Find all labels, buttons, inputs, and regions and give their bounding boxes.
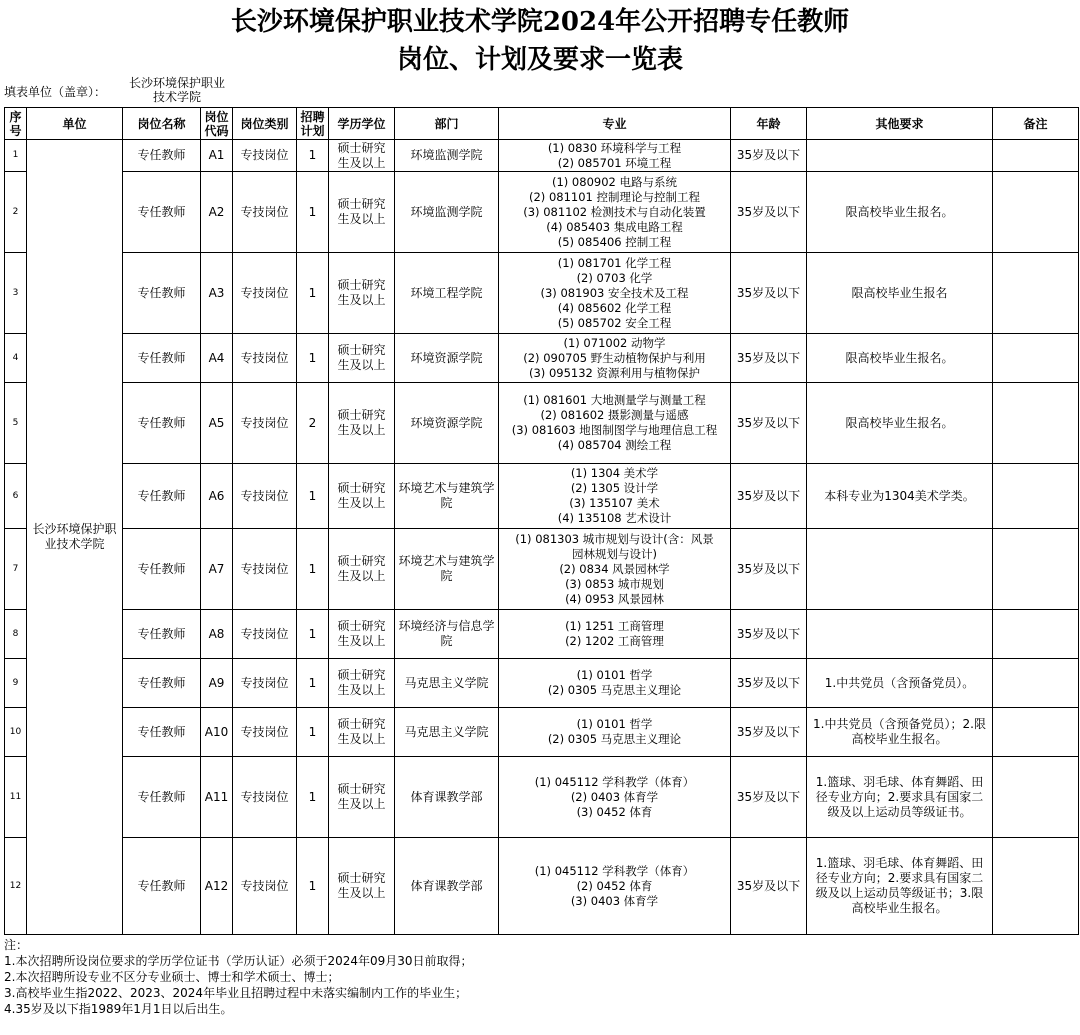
post-name: 专任教师: [123, 610, 201, 659]
post-code: A6: [201, 464, 233, 529]
major-item: (1) 081601 大地测量学与测量工程: [523, 393, 706, 407]
major-item: (2) 1202 工商管理: [565, 634, 664, 648]
major-item: (2) 0403 体育学: [570, 789, 659, 804]
post-name: 专任教师: [123, 253, 201, 334]
table-row: [5, 757, 1079, 838]
plan-count: 1: [297, 172, 329, 253]
age-limit: 35岁及以下: [731, 383, 807, 464]
age-limit: 35岁及以下: [731, 334, 807, 383]
plan-count: 1: [297, 334, 329, 383]
table-row: [5, 140, 1079, 172]
plan-count: 2: [297, 383, 329, 464]
department: 环境艺术与建筑学院: [395, 529, 499, 610]
post-name: 专任教师: [123, 529, 201, 610]
table-row: [5, 334, 1079, 383]
major-list: [499, 757, 731, 838]
major-list: [499, 708, 731, 757]
major-list: [499, 659, 731, 708]
post-type: 专技岗位: [233, 838, 297, 935]
fill-unit-value: [112, 76, 242, 104]
table-row: [5, 529, 1079, 610]
major-list: [499, 172, 731, 253]
header-unit: 单位: [27, 108, 123, 140]
header-remark: 备注: [993, 108, 1079, 140]
page-title-line1: 长沙环境保护职业技术学院2024年公开招聘专任教师: [230, 7, 850, 37]
major-item: (1) 045112 学科教学（体育）: [534, 863, 695, 878]
age-limit: 35岁及以下: [731, 838, 807, 935]
header-post-name: 岗位名称: [123, 108, 201, 140]
plan-count: 1: [297, 140, 329, 172]
major-list: [499, 383, 731, 464]
row-no: 7: [5, 529, 27, 610]
post-type: 专技岗位: [233, 659, 297, 708]
post-type: 专技岗位: [233, 464, 297, 529]
page-title-line2: 岗位、计划及要求一览表: [396, 45, 683, 75]
degree: 硕士研究生及以上: [329, 610, 395, 659]
post-code: A3: [201, 253, 233, 334]
notes: [4, 937, 473, 1017]
major-item: (2) 085701 环境工程: [557, 155, 672, 170]
row-no: 4: [5, 334, 27, 383]
post-code: A12: [201, 838, 233, 935]
row-no: 9: [5, 659, 27, 708]
post-type: 专技岗位: [233, 140, 297, 172]
plan-count: 1: [297, 529, 329, 610]
age-limit: 35岁及以下: [731, 659, 807, 708]
major-item: (2) 081602 摄影测量与遥感: [540, 408, 689, 422]
other-requirements: 本科专业为1304美术学类。: [807, 464, 993, 529]
post-type: 专技岗位: [233, 172, 297, 253]
table-row: [5, 838, 1079, 935]
plan-count: 1: [297, 253, 329, 334]
recruitment-table: [4, 107, 1079, 935]
table-row: [5, 172, 1079, 253]
major-item: (3) 0403 体育学: [570, 893, 659, 908]
plan-count: 1: [297, 659, 329, 708]
age-limit: 35岁及以下: [731, 610, 807, 659]
degree: 硕士研究生及以上: [329, 140, 395, 172]
post-type: 专技岗位: [233, 529, 297, 610]
remark: [993, 140, 1079, 172]
post-code: A5: [201, 383, 233, 464]
note-line: 3.高校毕业生指2022、2023、2024年毕业且招聘过程中未落实编制内工作的毕业生；: [4, 986, 468, 1000]
plan-count: 1: [297, 464, 329, 529]
major-item: (1) 081303 城市规划与设计(含：风景: [515, 531, 714, 546]
remark: [993, 659, 1079, 708]
row-no: 8: [5, 610, 27, 659]
major-item: (4) 085704 测绘工程: [557, 438, 672, 452]
other-requirements: 限高校毕业生报名。: [807, 172, 993, 253]
other-requirements: [807, 140, 993, 172]
degree: 硕士研究生及以上: [329, 659, 395, 708]
major-item: (3) 0452 体育: [576, 804, 653, 819]
major-item: (2) 081101 控制理论与控制工程: [529, 189, 700, 204]
other-requirements: [807, 610, 993, 659]
major-item: (4) 0953 风景园林: [565, 591, 664, 606]
major-item: (1) 0101 哲学: [576, 717, 653, 731]
major-list: [499, 529, 731, 610]
department: 环境监测学院: [395, 140, 499, 172]
header-post-code: 岗位代码: [201, 108, 233, 140]
major-item: (2) 0305 马克思主义理论: [547, 732, 682, 746]
post-code: A4: [201, 334, 233, 383]
department: 体育课教学部: [395, 757, 499, 838]
age-limit: 35岁及以下: [731, 172, 807, 253]
header-post-type: 岗位类别: [233, 108, 297, 140]
major-list: [499, 253, 731, 334]
major-item: (4) 085403 集成电路工程: [546, 219, 683, 234]
post-type: 专技岗位: [233, 253, 297, 334]
degree: 硕士研究生及以上: [329, 334, 395, 383]
header-no: 序号: [5, 108, 27, 140]
age-limit: 35岁及以下: [731, 253, 807, 334]
other-requirements: 1.中共党员（含预备党员）；2.限高校毕业生报名。: [807, 708, 993, 757]
header-other: 其他要求: [807, 108, 993, 140]
department: 环境经济与信息学院: [395, 610, 499, 659]
post-code: A2: [201, 172, 233, 253]
post-code: A1: [201, 140, 233, 172]
post-type: 专技岗位: [233, 708, 297, 757]
row-no: 6: [5, 464, 27, 529]
degree: 硕士研究生及以上: [329, 464, 395, 529]
fill-unit-label: 填表单位（盖章）：: [4, 85, 107, 99]
major-item: 园林规划与设计): [572, 546, 657, 561]
other-requirements: 1.篮球、羽毛球、体育舞蹈、田径专业方向；2.要求具有国家二级及以上运动员等级证书；3.限高校毕业生报名。: [807, 838, 993, 935]
post-name: 专任教师: [123, 383, 201, 464]
table-row: [5, 253, 1079, 334]
remark: [993, 708, 1079, 757]
degree: 硕士研究生及以上: [329, 757, 395, 838]
header-plan: 招聘计划: [297, 108, 329, 140]
department: 马克思主义学院: [395, 659, 499, 708]
other-requirements: 1.中共党员（含预备党员）。: [807, 659, 993, 708]
post-code: A8: [201, 610, 233, 659]
department: 体育课教学部: [395, 838, 499, 935]
note-line: 注：: [4, 938, 29, 952]
header-age: 年龄: [731, 108, 807, 140]
table-row: [5, 659, 1079, 708]
post-name: 专任教师: [123, 464, 201, 529]
row-no: 11: [5, 757, 27, 838]
major-item: (3) 095132 资源利用与植物保护: [529, 365, 700, 380]
department: 环境艺术与建筑学院: [395, 464, 499, 529]
row-no: 12: [5, 838, 27, 935]
major-item: (5) 085702 安全工程: [557, 315, 672, 330]
fill-unit-line2: 技术学院: [152, 90, 201, 104]
post-name: 专任教师: [123, 757, 201, 838]
major-item: (3) 081903 安全技术及工程: [540, 285, 689, 300]
degree: 硕士研究生及以上: [329, 529, 395, 610]
header-row: [5, 108, 1079, 140]
note-line: 2.本次招聘所设专业不区分专业硕士、博士和学术硕士、博士；: [4, 970, 340, 984]
major-item: (2) 0703 化学: [576, 270, 653, 285]
degree: 硕士研究生及以上: [329, 838, 395, 935]
remark: [993, 253, 1079, 334]
remark: [993, 529, 1079, 610]
note-line: 4.35岁及以下指1989年1月1日以后出生。: [4, 1002, 233, 1016]
major-list: [499, 464, 731, 529]
degree: 硕士研究生及以上: [329, 383, 395, 464]
post-name: 专任教师: [123, 708, 201, 757]
table-row: [5, 610, 1079, 659]
major-item: (1) 1304 美术学: [570, 466, 659, 480]
major-item: (4) 085602 化学工程: [557, 300, 672, 315]
post-type: 专技岗位: [233, 757, 297, 838]
degree: 硕士研究生及以上: [329, 253, 395, 334]
major-item: (1) 080902 电路与系统: [551, 174, 677, 189]
remark: [993, 464, 1079, 529]
major-item: (1) 045112 学科教学（体育）: [534, 774, 695, 789]
remark: [993, 172, 1079, 253]
post-code: A9: [201, 659, 233, 708]
age-limit: 35岁及以下: [731, 464, 807, 529]
header-dept: 部门: [395, 108, 499, 140]
age-limit: 35岁及以下: [731, 140, 807, 172]
other-requirements: 限高校毕业生报名。: [807, 383, 993, 464]
table-row: [5, 464, 1079, 529]
major-item: (2) 090705 野生动植物保护与利用: [523, 350, 706, 365]
remark: [993, 383, 1079, 464]
major-item: (3) 081603 地图制图学与地理信息工程: [511, 423, 718, 437]
major-item: (2) 0834 风景园林学: [559, 561, 670, 576]
department: 环境资源学院: [395, 383, 499, 464]
age-limit: 35岁及以下: [731, 529, 807, 610]
major-item: (5) 085406 控制工程: [557, 234, 672, 249]
major-item: (2) 0305 马克思主义理论: [547, 683, 682, 697]
degree: 硕士研究生及以上: [329, 708, 395, 757]
major-item: (3) 135107 美术: [569, 496, 660, 510]
plan-count: 1: [297, 757, 329, 838]
post-type: 专技岗位: [233, 334, 297, 383]
plan-count: 1: [297, 708, 329, 757]
header-degree: 学历学位: [329, 108, 395, 140]
row-no: 5: [5, 383, 27, 464]
post-name: 专任教师: [123, 838, 201, 935]
major-item: (1) 071002 动物学: [563, 335, 666, 350]
remark: [993, 838, 1079, 935]
plan-count: 1: [297, 610, 329, 659]
department: 马克思主义学院: [395, 708, 499, 757]
age-limit: 35岁及以下: [731, 708, 807, 757]
other-requirements: 限高校毕业生报名。: [807, 334, 993, 383]
major-item: (2) 1305 设计学: [570, 481, 659, 495]
other-requirements: [807, 529, 993, 610]
note-line: 1.本次招聘所设岗位要求的学历学位证书（学历认证）必须于2024年09月30日前取得；: [4, 954, 473, 968]
other-requirements: 限高校毕业生报名: [807, 253, 993, 334]
major-item: (3) 0853 城市规划: [565, 576, 664, 591]
row-no: 1: [5, 140, 27, 172]
major-list: [499, 140, 731, 172]
row-no: 3: [5, 253, 27, 334]
remark: [993, 757, 1079, 838]
major-item: (2) 0452 体育: [576, 878, 653, 893]
post-name: 专任教师: [123, 334, 201, 383]
post-type: 专技岗位: [233, 610, 297, 659]
department: 环境资源学院: [395, 334, 499, 383]
row-no: 2: [5, 172, 27, 253]
post-code: A11: [201, 757, 233, 838]
major-item: (1) 0830 环境科学与工程: [547, 140, 682, 155]
table-row: [5, 708, 1079, 757]
remark: [993, 334, 1079, 383]
major-list: [499, 610, 731, 659]
department: 环境工程学院: [395, 253, 499, 334]
major-list: [499, 838, 731, 935]
unit-cell: 长沙环境保护职业技术学院: [27, 140, 123, 935]
age-limit: 35岁及以下: [731, 757, 807, 838]
post-type: 专技岗位: [233, 383, 297, 464]
major-item: (4) 135108 艺术设计: [557, 511, 672, 525]
major-list: [499, 334, 731, 383]
major-item: (1) 0101 哲学: [576, 668, 653, 682]
major-item: (1) 081701 化学工程: [557, 255, 672, 270]
fill-unit-line1: 长沙环境保护职业: [128, 76, 225, 90]
plan-count: 1: [297, 838, 329, 935]
major-item: (1) 1251 工商管理: [565, 619, 664, 633]
row-no: 10: [5, 708, 27, 757]
other-requirements: 1.篮球、羽毛球、体育舞蹈、田径专业方向；2.要求具有国家二级及以上运动员等级证书。: [807, 757, 993, 838]
department: 环境监测学院: [395, 172, 499, 253]
major-item: (3) 081102 检测技术与自动化装置: [523, 204, 706, 219]
degree: 硕士研究生及以上: [329, 172, 395, 253]
post-code: A10: [201, 708, 233, 757]
remark: [993, 610, 1079, 659]
table-row: [5, 383, 1079, 464]
post-code: A7: [201, 529, 233, 610]
post-name: 专任教师: [123, 659, 201, 708]
post-name: 专任教师: [123, 140, 201, 172]
header-major: 专业: [499, 108, 731, 140]
post-name: 专任教师: [123, 172, 201, 253]
